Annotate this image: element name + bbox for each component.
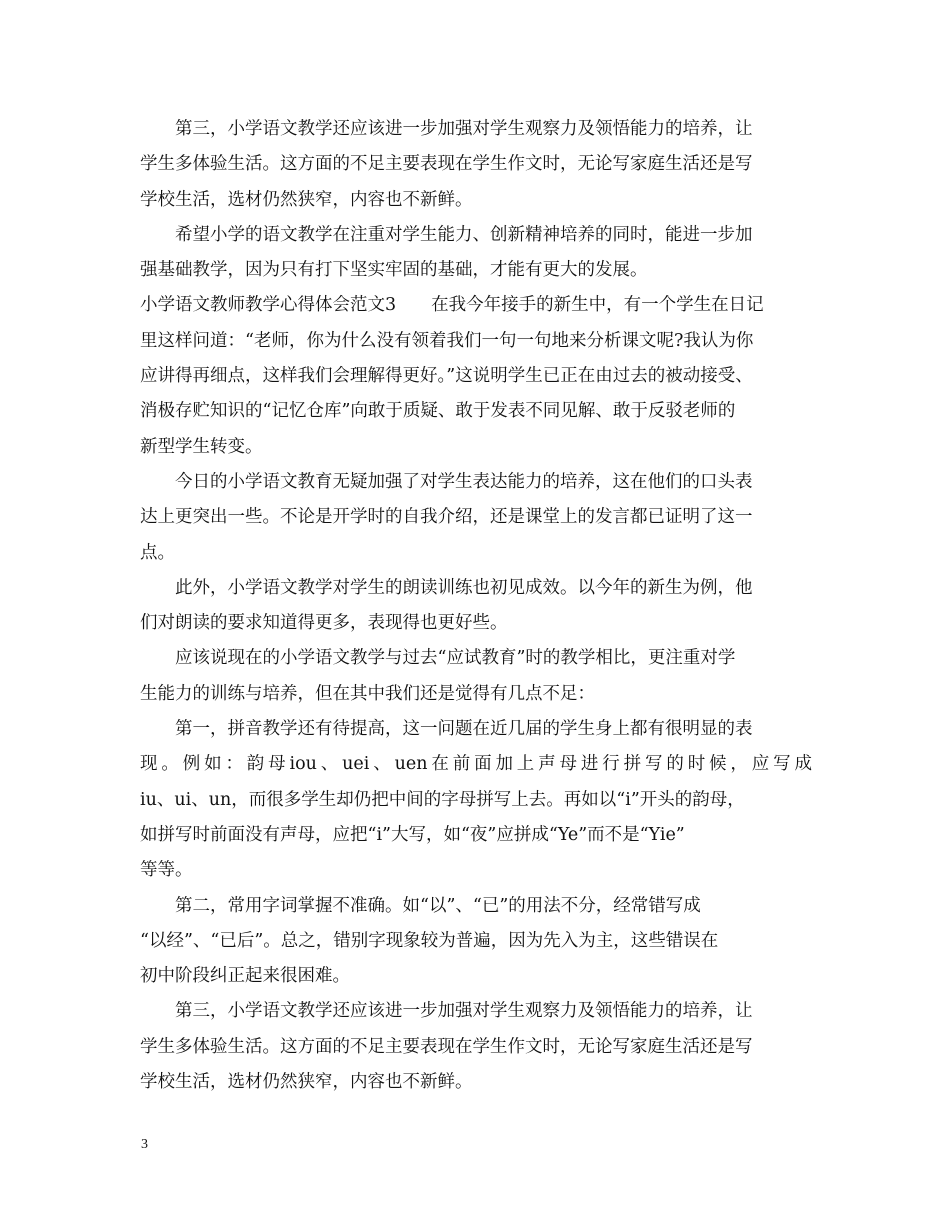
text-line: 学校生活，选材仍然狭窄，内容也不新鲜。: [140, 1072, 473, 1093]
text-line: 新型学生转变。: [140, 436, 263, 457]
text-line: 学生多体验生活。这方面的不足主要表现在学生作文时，无论写家庭生活还是写: [140, 1036, 753, 1057]
text-line: 现。例如：韵母iou、uei、uen在前面加上声母进行拼写的时候，应写成: [140, 754, 812, 775]
text-line: iu、ui、un，而很多学生却仍把中间的字母拼写上去。再如以“i”开头的韵母，: [140, 789, 745, 810]
text-line: 如拼写时前面没有声母，应把“i”大写，如“夜”应拼成“Ye”而不是“Yie”: [140, 824, 685, 845]
text-line: 小学语文教师教学心得体会范文3 在我今年接手的新生中，有一个学生在日记: [140, 295, 764, 316]
text-line: 强基础教学，因为只有打下坚实牢固的基础，才能有更大的发展。: [140, 260, 648, 281]
text-line: 们对朗读的要求知道得更多，表现得也更好些。: [140, 613, 508, 634]
text-line: 希望小学的语文教学在注重对学生能力、创新精神培养的同时，能进一步加: [140, 224, 753, 245]
text-line: 第三，小学语文教学还应该进一步加强对学生观察力及领悟能力的培养，让: [140, 1001, 753, 1022]
text-line: 达上更突出一些。不论是开学时的自我介绍，还是课堂上的发言都已证明了这一: [140, 507, 753, 528]
text-line: 第三，小学语文教学还应该进一步加强对学生观察力及领悟能力的培养，让: [140, 119, 753, 139]
text-line: 应该说现在的小学语文教学与过去“应试教育”时的教学相比，更注重对学: [140, 648, 736, 669]
text-line: 等等。: [140, 860, 193, 881]
text-line: 今日的小学语文教育无疑加强了对学生表达能力的培养，这在他们的口头表: [140, 471, 753, 492]
text-line: “以经”、“已后”。总之，错别字现象较为普遍，因为先入为主，这些错误在: [140, 930, 719, 951]
text-line: 第一，拼音教学还有待提高，这一问题在近几届的学生身上都有很明显的表: [140, 719, 753, 740]
body-text: [140, 112, 812, 1100]
text-line: 第二，常用字词掌握不准确。如“以”、“已”的用法不分，经常错写成: [140, 895, 701, 916]
text-line: 学生多体验生活。这方面的不足主要表现在学生作文时，无论写家庭生活还是写: [140, 154, 753, 175]
text-line: 此外，小学语文教学对学生的朗读训练也初见成效。以今年的新生为例，他: [140, 577, 753, 598]
text-line: 学校生活，选材仍然狭窄，内容也不新鲜。: [140, 189, 473, 210]
text-line: 生能力的训练与培养，但在其中我们还是觉得有几点不足：: [140, 683, 595, 704]
text-line: 应讲得再细点，这样我们会理解得更好。”这说明学生已正在由过去的被动接受、: [140, 366, 753, 387]
text-line: 里这样问道：“老师，你为什么没有领着我们一句一句地来分析课文呢?我认为你: [140, 330, 754, 351]
page-number: 3: [141, 1137, 148, 1152]
text-line: 初中阶段纠正起来很困难。: [140, 966, 350, 987]
text-line: 点。: [140, 542, 175, 563]
text-line: 消极存贮知识的“记忆仓库”向敢于质疑、敢于发表不同见解、敢于反驳老师的: [140, 401, 736, 422]
